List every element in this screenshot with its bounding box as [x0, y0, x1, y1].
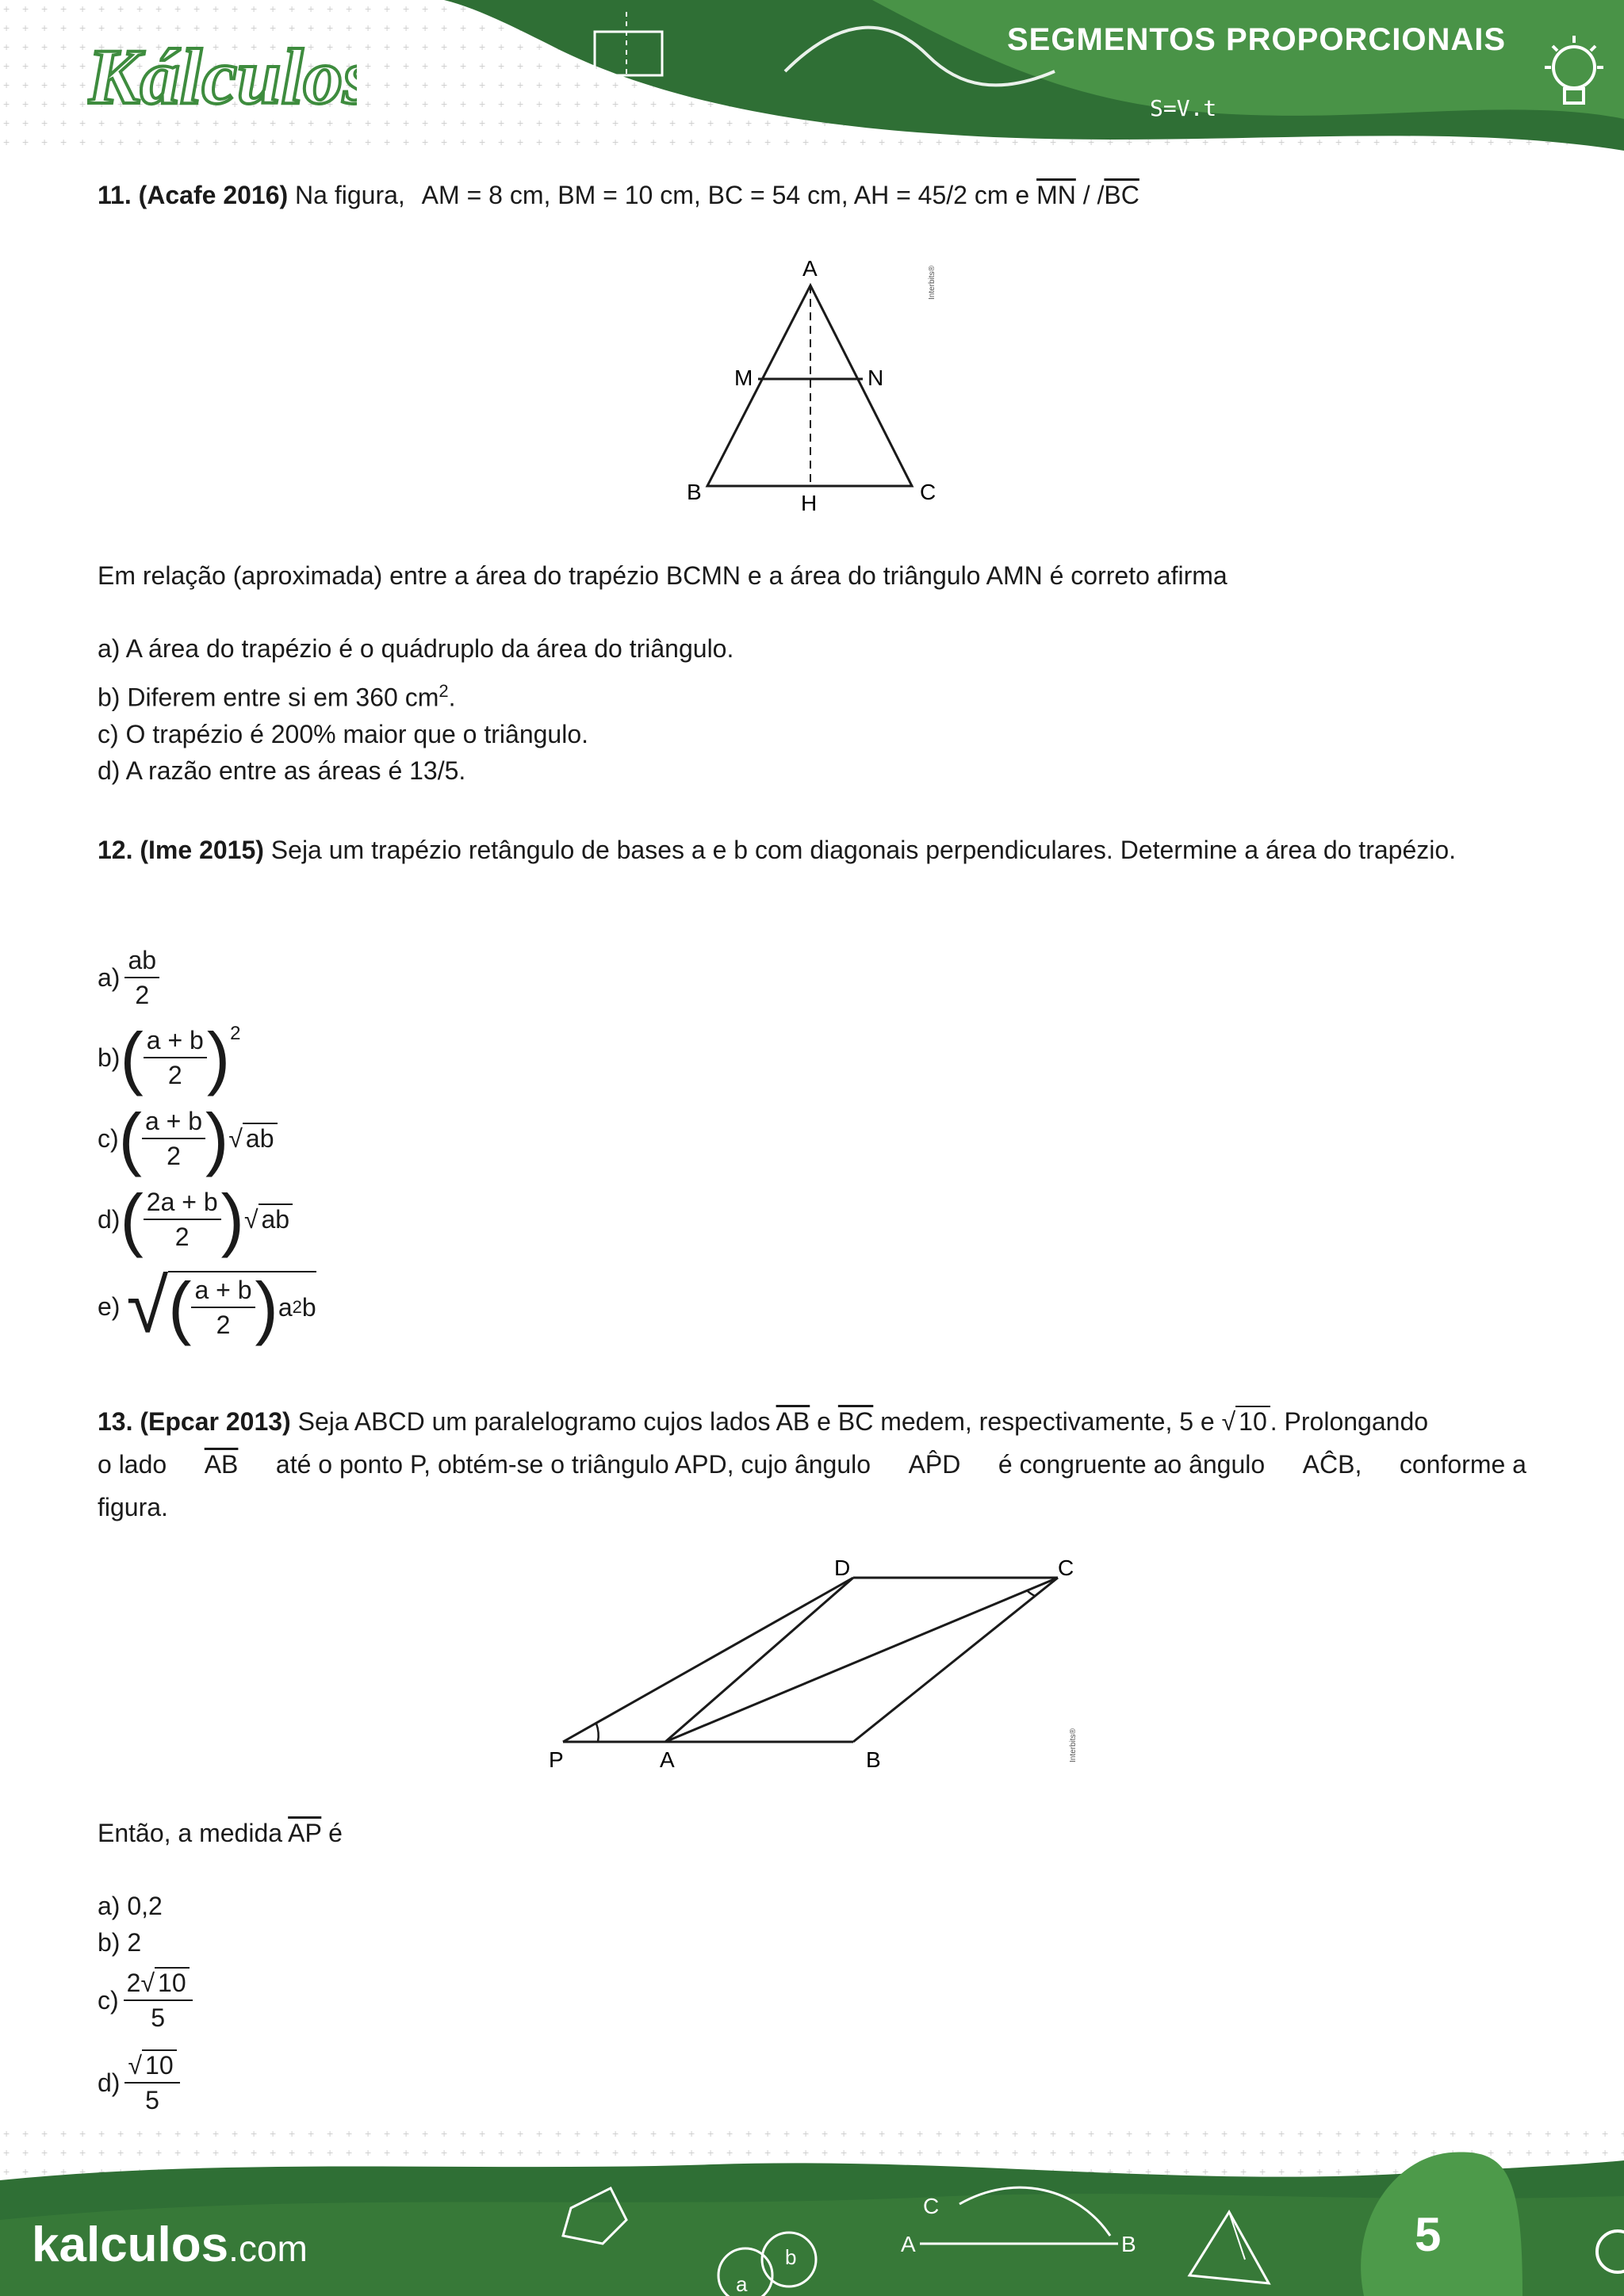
- q12-option-b-rparen: ): [206, 1018, 231, 1096]
- q12-option-c-num: a + b: [142, 1104, 205, 1139]
- q11-label-b: B: [687, 480, 702, 504]
- q12-option-e-tail: a: [278, 1293, 293, 1322]
- q11-triangle-figure: [682, 252, 952, 522]
- q13-option-d-radicand: 10: [142, 2049, 177, 2080]
- svg-text:Kálculos: Kálculos: [87, 33, 357, 119]
- q13-label: 13. (Epcar 2013): [98, 1407, 291, 1436]
- q12-option-d-prefix: d): [98, 1205, 121, 1234]
- q12-option-e-prefix: e): [98, 1292, 121, 1321]
- svg-text:B: B: [1121, 2232, 1136, 2256]
- q13-line-2: [98, 1443, 1526, 1486]
- q13-option-d: d) $\frac{√ 10}{5}$: [98, 2049, 185, 2117]
- q12-option-b-lparen: (: [120, 1018, 144, 1096]
- q12-option-d-rparen: ): [220, 1180, 244, 1258]
- q11-givens: AM = 8 cm, BM = 10 cm, BC = 54 cm, AH = 45/2 cm e: [421, 181, 1030, 209]
- q12-option-c-lparen: (: [118, 1099, 142, 1177]
- q11-segment-bc: $\overline{BC}$: [1104, 181, 1139, 209]
- q12-option-a-prefix: a): [98, 963, 121, 992]
- q11-option-a: a) A área do trapézio é o quádruplo da área do triângulo.: [98, 634, 734, 663]
- q11-statement: Em relação (aproximada) entre a área do trapézio BCMN e a área do triângulo AMN é correto afirma: [98, 561, 1228, 590]
- q12-option-c-rparen: ): [205, 1099, 229, 1177]
- q12-option-b-num: a + b: [144, 1024, 207, 1058]
- q13-question-b: é: [328, 1819, 343, 1847]
- q11-option-b-end: .: [448, 683, 456, 712]
- q13-option-c: c) $\frac{2√ 10}{5}$: [98, 1966, 197, 2034]
- q13-line1-a: Seja ABCD um paralelogramo cujos lados: [297, 1407, 771, 1436]
- q11-option-b-sup: 2: [439, 681, 449, 701]
- lightbulb-icon: [1538, 32, 1610, 119]
- q12-option-c-radicand: ab: [243, 1123, 278, 1153]
- q11-header: [98, 179, 1525, 211]
- q12-option-a: [98, 943, 164, 1012]
- q12-option-e-num: a + b: [191, 1273, 255, 1308]
- q11-option-c: c) O trapézio é 200% maior que o triângulo.: [98, 720, 588, 748]
- q13-line2-c: é congruente ao ângulo: [998, 1450, 1266, 1479]
- q13-line1-c: . Prolongando: [1270, 1407, 1429, 1436]
- page-title: SEGMENTOS PROPORCIONAIS: [1007, 22, 1507, 57]
- q13-line2-b: até o ponto P, obtém-se o triângulo APD, cujo ângulo: [275, 1450, 871, 1479]
- q13-line1-b: medem, respectivamente, 5 e: [880, 1407, 1215, 1436]
- q12-option-a-num: ab: [124, 943, 159, 978]
- q12-label: 12. (Ime 2015): [98, 836, 264, 864]
- q11-intro: Na figura,: [295, 181, 405, 209]
- q11-label-m: M: [734, 365, 753, 390]
- svg-text:b: b: [785, 2245, 797, 2269]
- q12-option-e-radicand: [168, 1268, 316, 1346]
- q12-statement: Seja um trapézio retângulo de bases a e b com diagonais perpendiculares. Determine a área do trapézio.: [270, 836, 1457, 864]
- svg-text:a: a: [736, 2272, 748, 2296]
- q13-option-c-coef: 2: [126, 1969, 141, 1997]
- q12-option-d: [98, 1180, 293, 1258]
- q12-option-d-sqrt: √ ab: [244, 1203, 293, 1235]
- q13-segment-ap: $\overline{AP}$: [288, 1819, 322, 1847]
- q11-label-h: H: [801, 491, 818, 515]
- q12-option-a-den: 2: [135, 981, 150, 1009]
- q12-option-e-lparen: (: [168, 1268, 192, 1346]
- q13-statement-block: [98, 1400, 1526, 1529]
- q13-parallelogram-figure: [539, 1550, 1094, 1780]
- q12-option-e-den: 2: [216, 1311, 231, 1339]
- q13-label-b: B: [866, 1747, 881, 1772]
- page-number: 5: [1415, 2208, 1442, 2261]
- q11-option-d: d) A razão entre as áreas é 13/5.: [98, 756, 466, 785]
- q13-line-3: figura.: [98, 1493, 168, 1521]
- q11-label-n: N: [868, 365, 884, 390]
- q13-question: [98, 1817, 343, 1849]
- q13-option-c-den: 5: [151, 2003, 166, 2032]
- q12-option-b-prefix: b): [98, 1043, 121, 1072]
- q12-option-b: [98, 1018, 241, 1096]
- q12-option-e-sqrt-sign: √: [126, 1264, 169, 1349]
- q13-line2-a: o lado: [98, 1450, 167, 1479]
- logo-icon: [87, 24, 357, 119]
- q12-option-e-tail-sup: 2: [292, 1297, 302, 1317]
- q12-option-b-exp: 2: [230, 1023, 241, 1044]
- q12-option-d-num: 2a + b: [144, 1185, 221, 1220]
- q12-option-c: [98, 1099, 278, 1177]
- q13-line-1: 13. (Epcar 2013) Seja ABCD um paralelogramo cujos lados $\overline{AB}$ e $\overline{BC}$ medem, respectivamente, 5 e √ 10 . Prolongando: [98, 1407, 1429, 1436]
- footer-website-tld: .com: [228, 2228, 308, 2269]
- q12-option-e-rparen: ): [255, 1268, 278, 1346]
- q13-option-a: a) 0,2: [98, 1892, 163, 1920]
- q13-angle-acb: AĈB,: [1302, 1450, 1362, 1479]
- q13-label-p: P: [549, 1747, 564, 1772]
- q11-label: 11. (Acafe 2016): [98, 181, 289, 209]
- q12-option-d-radicand: ab: [259, 1203, 293, 1234]
- footer-website[interactable]: [32, 2217, 308, 2273]
- q12-option-e-tail-end: b: [301, 1293, 316, 1322]
- q13-angle-apd: AP̂D: [908, 1450, 961, 1479]
- q13-segment-ab-2: $\overline{AB}$: [204, 1450, 239, 1479]
- q12-option-b-den: 2: [167, 1061, 182, 1089]
- q12-option-d-den: 2: [174, 1223, 190, 1251]
- q11-parallel-sep: / /: [1075, 181, 1105, 209]
- q11-credit: Interbits®: [928, 266, 936, 300]
- footer-website-main: kalculos: [32, 2218, 229, 2272]
- q12-option-c-den: 2: [167, 1142, 181, 1170]
- q11-label-a: A: [802, 256, 818, 281]
- q13-root10: 10: [1235, 1406, 1270, 1436]
- q12-option-c-sqrt: √ ab: [228, 1123, 277, 1154]
- svg-text:A: A: [901, 2232, 916, 2256]
- svg-text:C: C: [923, 2194, 940, 2218]
- q12-option-e: [98, 1264, 316, 1349]
- q13-option-c-prefix: c): [98, 1986, 119, 2015]
- q13-segment-ab: $\overline{AB}$: [776, 1407, 810, 1436]
- q13-option-d-den: 5: [145, 2086, 159, 2114]
- kalculos-logo: [87, 24, 357, 123]
- q13-label-a: A: [660, 1747, 675, 1772]
- header-formula: S=V.t: [1150, 95, 1217, 121]
- q13-credit: Interbits®: [1069, 1728, 1078, 1762]
- q13-label-c: C: [1058, 1556, 1074, 1580]
- q13-option-b: b) 2: [98, 1928, 142, 1957]
- q13-question-a: Então, a medida: [98, 1819, 283, 1847]
- q11-option-b: [98, 675, 456, 714]
- q13-label-d: D: [834, 1556, 851, 1580]
- q12-option-d-lparen: (: [120, 1180, 144, 1258]
- q11-option-b-text: b) Diferem entre si em 360 cm: [98, 683, 439, 712]
- q12-statement-block: [98, 834, 1525, 866]
- q12-option-c-prefix: c): [98, 1124, 119, 1153]
- q11-segment-mn: $\overline{MN}$: [1036, 181, 1076, 209]
- q13-option-d-prefix: d): [98, 2068, 121, 2097]
- q11-label-c: C: [920, 480, 936, 504]
- q13-option-c-radicand: 10: [155, 1967, 190, 1997]
- q13-segment-bc: $\overline{BC}$: [837, 1407, 874, 1436]
- q13-and: e: [817, 1407, 831, 1436]
- q13-line2-d: conforme a: [1399, 1450, 1526, 1479]
